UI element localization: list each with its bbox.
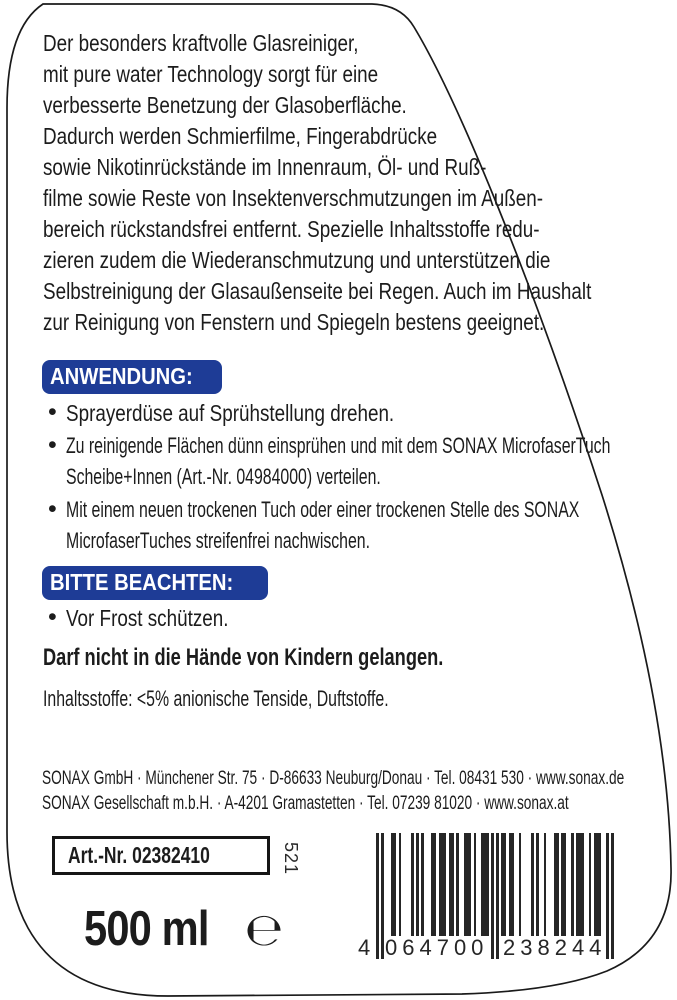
beachten-heading-label: BITTE BEACHTEN: — [50, 569, 234, 595]
print-code-vertical: 521 — [281, 842, 301, 876]
article-number-text: Art.-Nr. 02382410 — [67, 842, 210, 868]
anwendung-heading — [42, 360, 222, 394]
anwendung-heading-label: ANWENDUNG: — [50, 363, 193, 389]
bullet-dot: • — [48, 398, 57, 426]
estimated-sign: ℮ — [244, 902, 284, 956]
intro-line: mit pure water Technology sorgt für eine — [43, 61, 379, 87]
bullet-dot: • — [48, 495, 57, 523]
address-line-germany: SONAX GmbH · Münchener Str. 75 · D-86633 Neuburg/Donau · Tel. 08431 530 · www.sonax.de — [42, 768, 625, 789]
address-line-austria: SONAX Gesellschaft m.b.H. · A-4201 Gramastetten · Tel. 07239 81020 · www.sonax.at — [42, 793, 569, 814]
child-safety-warning: Darf nicht in die Hände von Kindern gelangen. — [43, 644, 444, 671]
ingredients-text: Inhaltsstoffe: <5% anionische Tenside, Duftstoffe. — [43, 686, 389, 711]
barcode-digit-prefix: 4 — [358, 935, 371, 960]
beachten-heading — [42, 566, 268, 600]
intro-line: Dadurch werden Schmierfilme, Fingerabdrücke — [43, 123, 438, 149]
barcode-digits-left: 064700 — [385, 935, 489, 960]
volume-amount: 500 ml — [84, 902, 209, 956]
bullet-dot: • — [48, 431, 57, 459]
anwendung-bullet-2: • Zu reinigende Flächen dünn einsprühen und mit dem SONAX MicrofaserTuch — [48, 431, 611, 459]
intro-line: Selbstreinigung der Glasaußenseite bei Regen. Auch im Haushalt — [43, 278, 592, 304]
intro-paragraph — [43, 30, 677, 340]
intro-line: Der besonders kraftvolle Glasreiniger, — [43, 30, 359, 56]
anwendung-bullet-3: • Mit einem neuen trockenen Tuch oder einer trockenen Stelle des SONAX — [48, 495, 580, 523]
intro-line: filme sowie Reste von Insektenverschmutzungen im Außen- — [43, 185, 544, 211]
anwendung-bullet-3-line2: MicrofaserTuches streifenfrei nachwischen. — [66, 528, 371, 553]
beachten-bullet-1: • Vor Frost schützen. — [48, 603, 229, 631]
bullet-dot: • — [48, 603, 57, 631]
intro-line: sowie Nikotinrückstände im Innenraum, Öl- und Ruß- — [43, 154, 487, 180]
ean-barcode — [358, 833, 614, 963]
intro-line: verbesserte Benetzung der Glasoberfläche. — [43, 92, 407, 118]
article-number-box — [52, 836, 270, 875]
intro-line: bereich rückstandsfrei entfernt. Spezielle Inhaltsstoffe redu- — [43, 216, 540, 242]
intro-line: zieren zudem die Wiederanschmutzung und unterstützen die — [43, 247, 551, 273]
intro-line: zur Reinigung von Fenstern und Spiegeln bestens geeignet. — [43, 309, 545, 335]
barcode-digits-right: 238244 — [503, 935, 607, 960]
volume-declaration — [84, 901, 283, 957]
anwendung-bullet-2-line2: Scheibe+Innen (Art.-Nr. 04984000) verteilen. — [66, 464, 381, 489]
anwendung-bullet-1: • Sprayerdüse auf Sprühstellung drehen. — [48, 398, 395, 426]
